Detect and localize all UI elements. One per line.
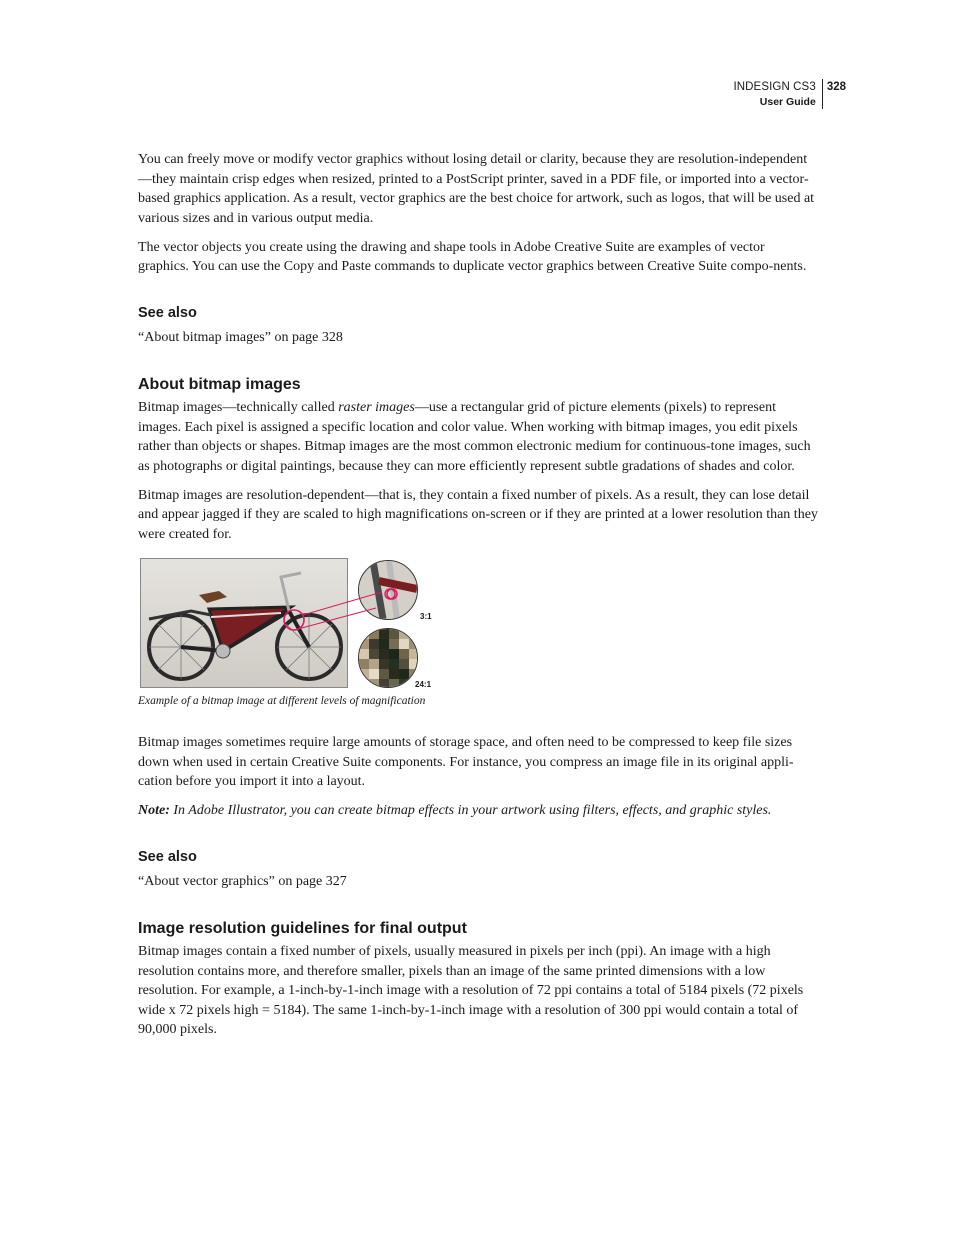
paragraph-bitmap-definition: [138, 398, 818, 476]
guide-name: User Guide: [759, 96, 816, 108]
link-about-bitmap-images[interactable]: “About bitmap images” on page 328: [138, 329, 343, 345]
text-segment: —use a rectangular grid of picture elements (pixels) to represent images. Each pixel is assigned a specific location and color value. When working with bitmap images, you edit pixels rather than objects or shapes. Bitmap images are the most common electronic medium for continuous-tone images, such as photographs or digital paintings, because they can more efficiently represent subtle gradations of shades and color.: [138, 400, 811, 474]
see-also-heading: See also: [138, 848, 197, 865]
heading-image-resolution: Image resolution guidelines for final output: [138, 920, 467, 937]
bitmap-magnification-figure: [138, 558, 818, 690]
figure-caption: Example of a bitmap image at different levels of magnification: [138, 695, 426, 707]
note-paragraph: [138, 801, 818, 821]
paragraph-resolution-dependent: Bitmap images are resolution-dependent—that is, they contain a fixed number of pixels. As a result, they can lose detail and appear jagged if they are scaled to high magnifications on-screen or if they are printed at a lower resolution than they were created for.: [138, 487, 818, 542]
page-header: [733, 79, 846, 109]
note-label: Note:: [138, 803, 170, 818]
text-segment: Bitmap images—technically called: [138, 400, 339, 415]
paragraph-storage: Bitmap images sometimes require large amounts of storage space, and often need to be compressed to keep file sizes down when used in certain Creative Suite components. For instance, you compress an image file in its original appli-cation before you import it into a layout.: [138, 735, 794, 789]
zoom-3x-label: 3:1: [420, 612, 432, 621]
page-number: 328: [826, 81, 846, 93]
product-name: INDESIGN CS3: [733, 81, 816, 93]
header-titles: [733, 79, 822, 109]
zoom-24x-label: 24:1: [415, 680, 432, 689]
paragraph-vector-intro: You can freely move or modify vector graphics without losing detail or clarity, because they are resolution-independent—they maintain crisp edges when resized, printed to a PostScript printer, saved in a PDF file, or imported into a vector-based graphics application. As a result, vector graphics are the best choice for artwork, such as logos, that will be used at various sizes and in various output media.: [138, 152, 815, 226]
link-about-vector-graphics[interactable]: “About vector graphics” on page 327: [138, 873, 347, 889]
page-content: [138, 150, 818, 1040]
heading-about-bitmap-images: About bitmap images: [138, 376, 301, 393]
note-text: In Adobe Illustrator, you can create bitmap effects in your artwork using filters, effects, and graphic styles.: [169, 803, 772, 818]
see-also-heading: See also: [138, 304, 197, 321]
emphasis-raster-images: raster images: [338, 400, 415, 415]
paragraph-vector-objects: The vector objects you create using the drawing and shape tools in Adobe Creative Suite are examples of vector graphics. You can use the Copy and Paste commands to duplicate vector graphics between Creative Suite compo-nents.: [138, 239, 807, 274]
magnification-callout: [138, 558, 438, 690]
paragraph-resolution-guidelines: Bitmap images contain a fixed number of pixels, usually measured in pixels per inch (ppi). An image with a high resolution contains more, and therefore smaller, pixels than an image of the same printed dimensions with a low resolution. For example, a 1-inch-by-1-inch image with a resolution of 72 ppi contains a total of 5184 pixels (72 pixels wide x 72 pixels high = 5184). The same 1-inch-by-1-inch image with a resolution of 300 ppi would contain a total of 90,000 pixels.: [138, 944, 804, 1037]
